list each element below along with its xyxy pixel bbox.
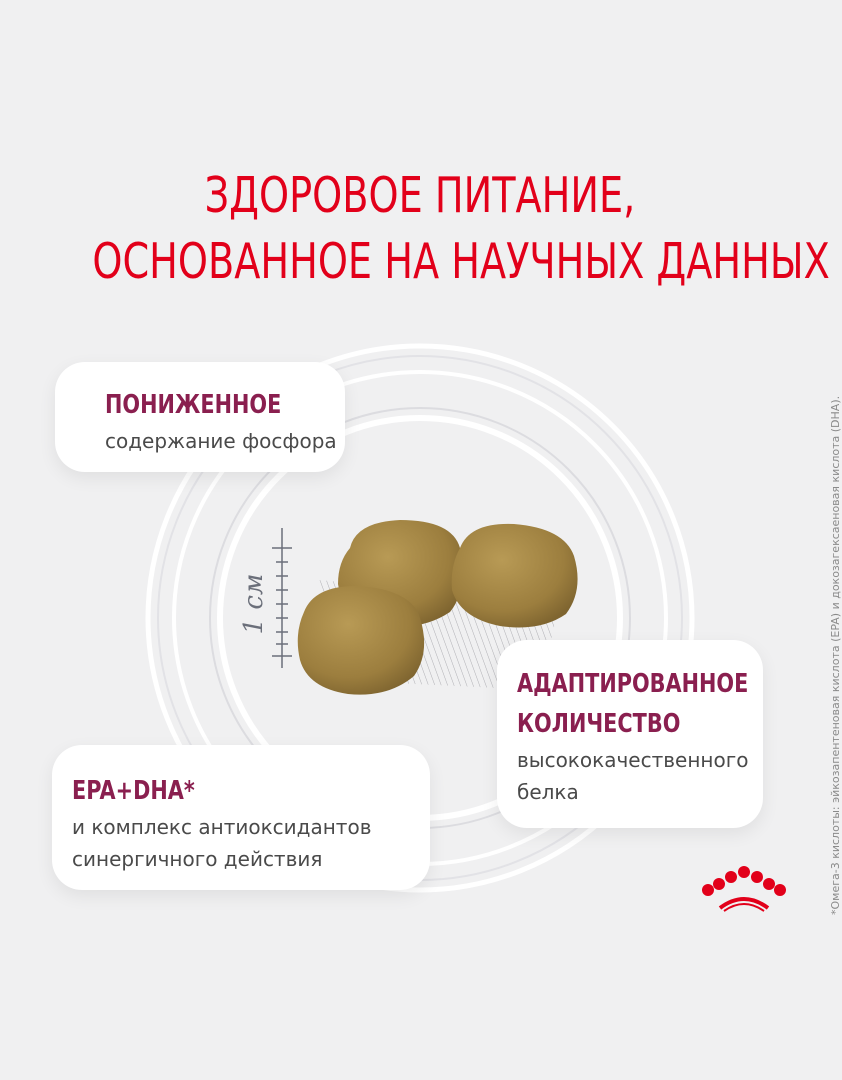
royal-canin-crown-logo-icon — [700, 864, 788, 914]
card-protein-body-line-2: белка — [517, 780, 579, 804]
card-epa-dha-body-line-2: синергичного действия — [72, 847, 323, 871]
footnote-text: *Омега-3 кислоты: эйкозапентеновая кислота (EPA) и докозагексаеновая кислота (DHA). — [829, 395, 842, 915]
card-epa-dha — [52, 745, 430, 890]
kibble-back-right — [452, 524, 578, 628]
card-protein-body-line-1: высококачественного — [517, 748, 749, 772]
card-protein — [497, 640, 763, 828]
card-phosphorus-body: содержание фосфора — [105, 429, 337, 453]
card-phosphorus-title: ПОНИЖЕННОЕ — [105, 390, 282, 420]
card-protein-title-line-2: КОЛИЧЕСТВО — [517, 709, 681, 739]
scale-label: 1 см — [239, 573, 269, 635]
card-epa-dha-body-line-1: и комплекс антиоксидантов — [72, 815, 372, 839]
card-phosphorus — [55, 362, 345, 472]
footnote — [815, 345, 842, 915]
card-epa-dha-title: EPA+DHA* — [72, 776, 195, 806]
kibble-front — [298, 586, 424, 695]
card-protein-title-line-1: АДАПТИРОВАННОЕ — [517, 669, 749, 699]
headline-line-2: ОСНОВАННОЕ НА НАУЧНЫХ ДАННЫХ — [92, 233, 830, 290]
scale-ruler — [272, 528, 292, 668]
headline-line-1: ЗДОРОВОЕ ПИТАНИЕ, — [204, 167, 636, 224]
